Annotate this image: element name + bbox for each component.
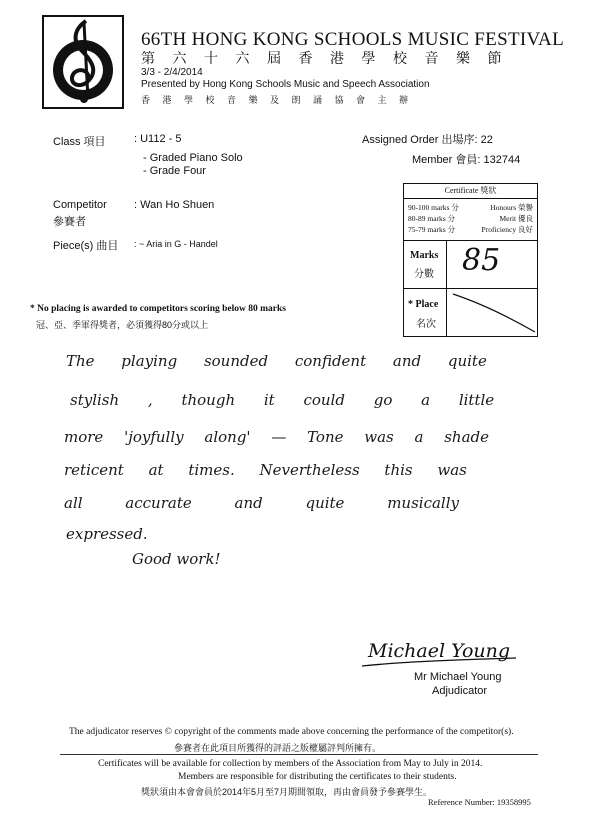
adjudicator-name: Mr Michael Young — [414, 671, 502, 683]
placing-notice-zh: 冠、亞、季軍得獎者，必須獲得80分或以上 — [36, 320, 209, 330]
cert-range: 75-79 marks 分 — [408, 225, 456, 234]
certificate-box — [403, 183, 538, 337]
collection-notice-2: Members are responsible for distributing the certificates to their students. — [178, 772, 457, 782]
class-value: : U112 - 5 — [134, 133, 182, 145]
class-label: Class 項目 — [53, 136, 106, 148]
cert-award: Honours 榮譽 — [490, 203, 533, 212]
place-label-cell — [404, 287, 447, 336]
festival-dates: 3/3 - 2/4/2014 — [141, 67, 203, 78]
adjudicator-signature: Michael Young — [368, 640, 511, 662]
member-number: Member 會員: 132744 — [412, 154, 521, 166]
marks-cell — [404, 240, 537, 289]
treble-clef-logo-icon — [42, 15, 124, 109]
collection-notice-zh: 獎狀須由本會會員於2014年5月至7月期間領取，再由會員發予參賽學生。 — [141, 787, 433, 797]
presented-by: Presented by Hong Kong Schools Music and Speech Association — [141, 79, 430, 90]
collection-notice-1: Certificates will be available for collection by members of the Association from May to July in 2014. — [98, 759, 483, 769]
copyright-notice: The adjudicator reserves © copyright of the comments made above concerning the performance of the competitor(s). — [69, 727, 514, 737]
reference-number: Reference Number: 19358995 — [428, 797, 531, 807]
festival-title: 66TH HONG KONG SCHOOLS MUSIC FESTIVAL — [141, 29, 564, 50]
place-label: * Place — [408, 299, 439, 310]
comment-line-2: stylish , though it could go a little — [70, 391, 495, 409]
cert-range: 80-89 marks 分 — [408, 214, 456, 223]
pieces-value: : ~ Aria in G - Handel — [134, 239, 218, 249]
signature-underline — [360, 654, 520, 672]
certificate-title: Certificate 獎狀 — [404, 184, 537, 199]
assigned-order: Assigned Order 出場序: 22 — [362, 134, 493, 146]
adjudicator-title: Adjudicator — [432, 685, 488, 697]
marks-value: 85 — [462, 243, 501, 278]
cert-award: Proficiency 良好 — [481, 225, 533, 234]
comment-line-6: expressed. — [66, 525, 148, 543]
cert-range: 90-100 marks 分 — [408, 203, 459, 212]
placing-notice: * No placing is awarded to competitors scoring below 80 marks — [30, 304, 286, 314]
presented-by-zh: 香 港 學 校 音 樂 及 朗 誦 協 會 主 辦 — [141, 95, 414, 105]
comment-line-4: reticent at times. Nevertheless this was — [64, 461, 467, 479]
place-label-zh: 名次 — [416, 319, 436, 330]
cert-award: Merit 優良 — [499, 214, 533, 223]
comment-line-1: The playing sounded confident and quite — [66, 352, 487, 370]
comment-line-5: all accurate and quite musically — [64, 494, 459, 512]
festival-title-zh: 第 六 十 六 屆 香 港 學 校 音 樂 節 — [141, 52, 509, 67]
cert-row-honours — [408, 202, 533, 213]
class-desc-1: - Graded Piano Solo — [143, 152, 243, 164]
marks-label-zh: 分數 — [414, 269, 434, 280]
place-strike-line — [447, 288, 537, 336]
competitor-label-zh: 參賽者 — [53, 216, 86, 228]
marks-label-cell — [404, 241, 447, 288]
cert-row-merit — [408, 213, 533, 224]
competitor-label: Competitor — [53, 199, 107, 211]
class-desc-2: - Grade Four — [143, 165, 206, 177]
marks-label: Marks — [410, 250, 439, 261]
comment-line-7: Good work! — [132, 550, 221, 568]
pieces-label: Piece(s) 曲目 — [53, 240, 119, 252]
footer-divider — [60, 754, 538, 755]
competitor-value: : Wan Ho Shuen — [134, 199, 215, 211]
cert-row-proficiency — [408, 224, 533, 235]
copyright-notice-zh: 參賽者在此項目所獲得的評語之版權屬評判所擁有。 — [174, 743, 382, 753]
comment-line-3: more 'joyfully along' — Tone was a shade — [64, 428, 490, 446]
